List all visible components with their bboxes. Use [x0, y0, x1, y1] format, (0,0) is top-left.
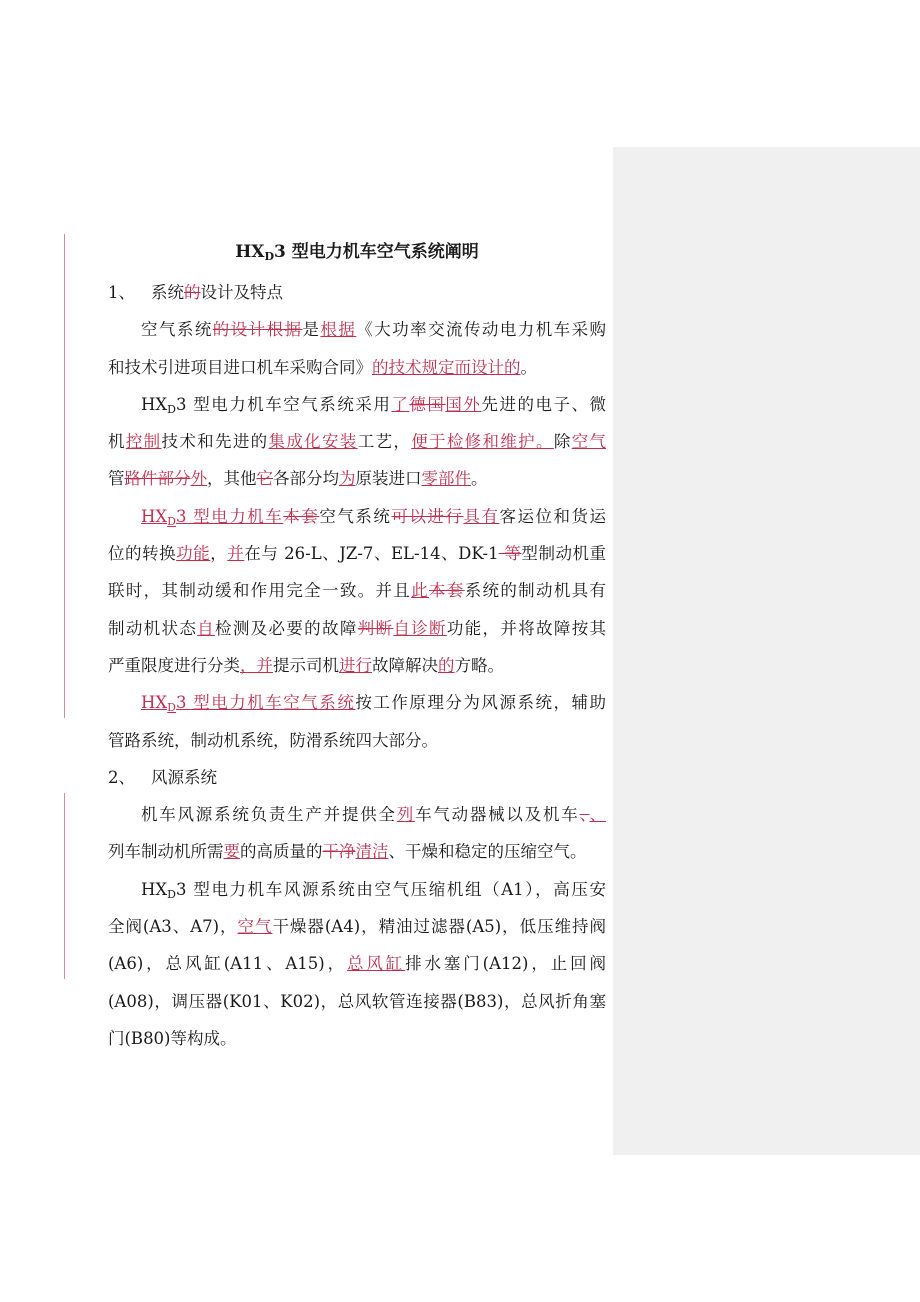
text-run: 检测及必要的故障 [215, 618, 358, 638]
paragraph-6-line-4 [108, 983, 606, 1020]
text-run: 1、 [108, 283, 135, 302]
insertion: 自诊断 [393, 618, 447, 638]
insertion: 具有 [463, 506, 500, 526]
document-body [108, 230, 606, 1057]
text-run: 机车风源系统负责生产并提供全 [141, 805, 397, 825]
paragraph-5 [108, 796, 606, 833]
markup-pane [613, 147, 920, 1155]
paragraph-6-line-2 [108, 908, 606, 945]
text-run: 机 [108, 432, 126, 452]
text-run: 、干燥和稳定的压缩空气。 [388, 842, 587, 862]
insertion: 的技术规定而设计的 [372, 357, 521, 377]
text-run: 客运位和货运 [499, 506, 607, 526]
text-run: 和技术引进项目进口机车采购合同》 [108, 357, 372, 377]
text-run: 系统的制动机具有 [464, 581, 607, 601]
paragraph-3-line-4 [108, 610, 606, 647]
deletion: 本套 [429, 581, 465, 601]
deletion: 判断 [357, 618, 394, 638]
paragraph-3-line-2 [108, 535, 606, 572]
text-run: 2、 [108, 767, 135, 787]
text-run: 排水塞门(A12)，止回阀 [405, 954, 606, 974]
paragraph-4-line-2 [108, 722, 606, 759]
text-run: 技术和先进的 [161, 432, 269, 452]
deletion: 的 [184, 283, 201, 302]
text-run: 位的转换 [108, 544, 177, 564]
text-run: 空气系统 [141, 320, 213, 340]
text-run: 系统 [151, 283, 184, 302]
text-run: 管路系统，制动机系统，防滑系统四大部分。 [108, 730, 438, 750]
deletion: 等 [498, 544, 522, 564]
text-run: 3 型电力机车空气系统采用 [175, 394, 392, 414]
change-bar [64, 234, 65, 718]
text-run: 型制动机重 [521, 544, 607, 564]
text-run: 干燥器(A4)，精油过滤器(A5)，低压维持阀 [272, 917, 607, 937]
paragraph-5-line-2 [108, 833, 606, 870]
deletion: 干净 [322, 842, 356, 862]
insertion: HX [141, 693, 168, 713]
text-run: 全阀(A3、A7)， [108, 917, 238, 937]
paragraph-2 [108, 386, 606, 423]
text-run: 是 [302, 320, 321, 340]
insertion: 3 型电力机车空气系统 [175, 693, 356, 713]
insertion: 进行 [339, 655, 372, 675]
deletion: 它 [256, 469, 273, 489]
text-run: D [167, 887, 176, 901]
deletion: 德国 [409, 394, 446, 414]
insertion: 的 [438, 655, 455, 675]
paragraph-3-line-5 [108, 647, 606, 684]
insertion: 清洁 [355, 842, 389, 862]
text-run: 提示司机 [273, 655, 339, 675]
document-title [108, 230, 606, 274]
text-run: 。 [520, 357, 537, 377]
text-run: D [264, 250, 275, 263]
paragraph-3 [108, 498, 606, 535]
text-run: 空气系统 [319, 506, 392, 526]
text-run: 《大功率交流传动电力机车采购 [356, 320, 607, 340]
paragraph-2-line-2 [108, 423, 606, 460]
text-run: 联时，其制动缓和作用完全一致。并且 [108, 581, 412, 601]
paragraph-1 [108, 311, 606, 348]
text-run: 在与 26-L、JZ-7、EL-14、DK-1 [244, 544, 499, 564]
text-run: 风源系统 [151, 767, 217, 787]
text-run: 。 [471, 469, 488, 489]
text-run: 管 [108, 469, 125, 489]
paragraph-3-line-3 [108, 572, 606, 609]
text-run: 的高质量的 [240, 842, 323, 862]
insertion: 、 [589, 805, 607, 825]
insertion: 空气 [571, 432, 607, 452]
text-run: 设计及特点 [200, 283, 283, 302]
text-run: 故障解决 [372, 655, 438, 675]
text-run: 车气动器械以及机车 [415, 805, 580, 825]
text-run: HX [141, 394, 168, 414]
section-heading-1 [108, 274, 606, 311]
text-run: 方略。 [454, 655, 504, 675]
text-run: HX [235, 242, 265, 262]
section-heading-2 [108, 759, 606, 796]
insertion: 此 [411, 581, 430, 601]
paragraph-4 [108, 684, 606, 721]
text-run: HX [141, 879, 168, 899]
insertion: 控制 [125, 432, 162, 452]
insertion: 空气 [237, 917, 273, 937]
deletion: 、 [579, 805, 590, 825]
insertion: 了 [391, 394, 410, 414]
text-run: 工艺， [357, 432, 412, 452]
text-run: 先进的电子、微 [481, 394, 607, 414]
insertion: 集成化安装 [268, 432, 358, 452]
paragraph-6 [108, 871, 606, 908]
insertion: 外 [190, 469, 207, 489]
text-run: 按工作原理分为风源系统，辅助 [355, 693, 607, 713]
insertion: 零部件 [421, 469, 471, 489]
insertion: HX [141, 506, 168, 526]
insertion: 功能 [176, 544, 211, 564]
insertion: 3 型电力机车 [175, 506, 284, 526]
insertion: 根据 [320, 320, 357, 340]
deletion: 的设计根据 [212, 320, 303, 340]
deletion: 可以进行 [391, 506, 464, 526]
paragraph-2-line-3 [108, 460, 606, 497]
paragraph-6-line-5 [108, 1020, 606, 1057]
text-run: 各部分均 [273, 469, 339, 489]
insertion: 并 [227, 544, 245, 564]
text-run: ，其他 [207, 469, 257, 489]
insertion: 要 [223, 842, 240, 862]
insertion: 为 [339, 469, 356, 489]
paragraph-6-line-3 [108, 945, 606, 982]
text-run: 除 [553, 432, 572, 452]
insertion: 便于检修和维护。 [411, 432, 554, 452]
text-run: 3 型电力机车空气系统阐明 [274, 242, 479, 262]
text-run: 严重限度进行分类 [108, 655, 240, 675]
text-run: 门(B80)等构成。 [108, 1028, 237, 1048]
change-bar [64, 793, 65, 979]
text-run: 列车制动机所需 [108, 842, 224, 862]
text-run: 3 型电力机车风源系统由空气压缩机组（A1），高压安 [175, 879, 607, 899]
insertion: 国外 [445, 394, 482, 414]
text-run: ， [210, 544, 228, 564]
text-run: 原装进口 [355, 469, 422, 489]
deletion: 本套 [283, 506, 320, 526]
insertion: ，并 [240, 655, 273, 675]
text-run: (A6)，总风缸(A11、A15)， [108, 954, 347, 974]
deletion: 路件部分 [124, 469, 191, 489]
paragraph-1-line-2 [108, 349, 606, 386]
insertion: 自 [197, 618, 216, 638]
text-run: 制动机状态 [108, 618, 198, 638]
text-run: (A08)，调压器(K01、K02)，总风软管连接器(B83)，总风折角塞 [108, 991, 606, 1011]
text-run: D [167, 514, 176, 528]
insertion: 总风缸 [346, 954, 406, 974]
insertion: 列 [396, 805, 416, 825]
text-run: D [167, 701, 176, 715]
text-run: D [167, 402, 176, 416]
text-run: 功能，并将故障按其 [446, 618, 607, 638]
